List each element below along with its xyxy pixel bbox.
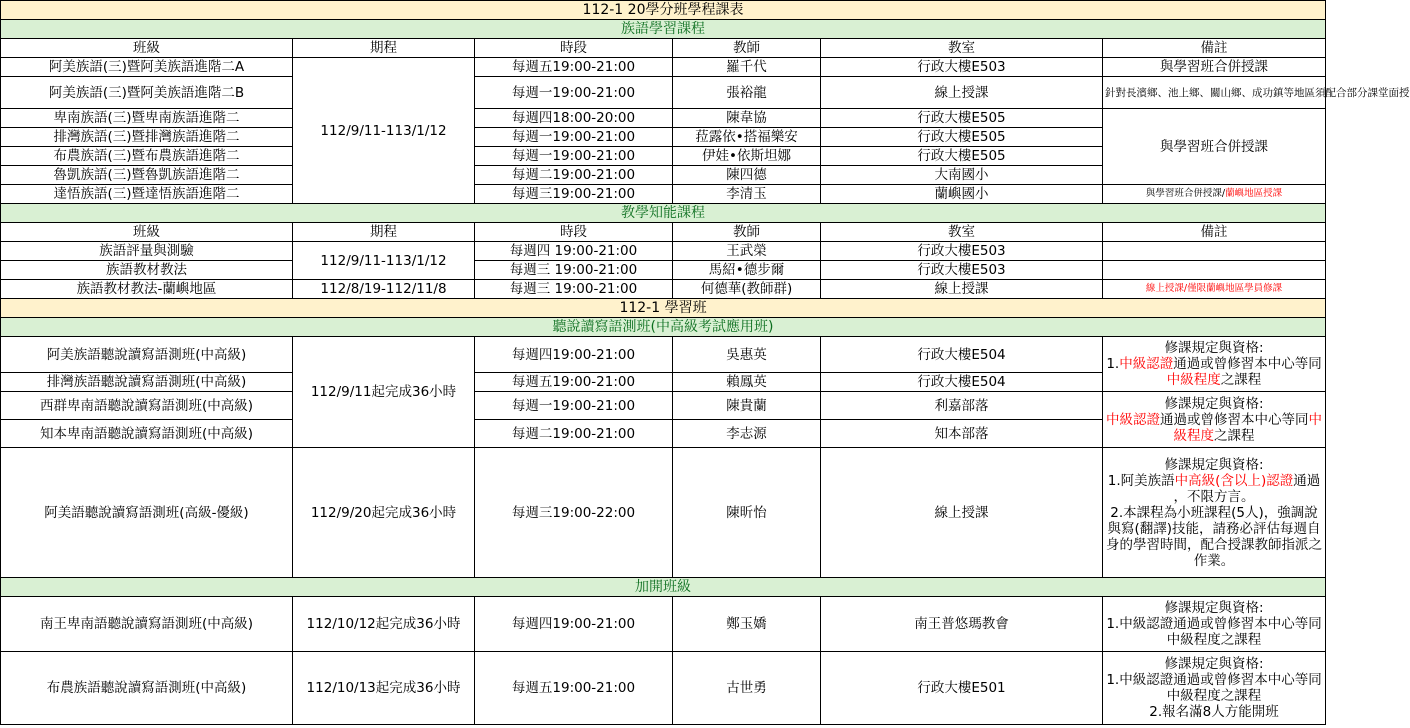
class-name: 魯凱族語(三)暨魯凱族語進階二 [1,166,293,185]
class-name: 南王卑南語聽說讀寫語測班(中高級) [1,597,293,652]
teacher-cell: 鄭玉嬌 [673,597,821,652]
note-cell [1103,261,1326,280]
section-title: 112-1 學習班 [1,299,1326,318]
room-cell: 行政大樓E504 [821,337,1103,373]
note-line: 修課規定與資格: [1164,456,1264,473]
class-name: 知本卑南語聽說讀寫語測班(中高級) [1,420,293,448]
class-name: 卑南族語(三)暨卑南族語進階二 [1,109,293,128]
time-cell: 每週四18:00-20:00 [475,109,673,128]
teacher-cell: 陳四德 [673,166,821,185]
note-cell [1103,392,1326,448]
header-time: 時段 [475,39,673,58]
table-row [1,652,1326,725]
note-line: 中級程度之課程 [1166,372,1262,388]
teacher-cell: 張裕龍 [673,77,821,109]
class-name: 阿美族語聽說讀寫語測班(中高級) [1,337,293,373]
note-line: 2.報名滿8人方能開班 [1149,704,1279,720]
header-teacher: 教師 [673,223,821,242]
time-cell: 每週五19:00-21:00 [475,373,673,392]
header-room: 教室 [821,223,1103,242]
time-cell: 每週一19:00-21:00 [475,77,673,109]
class-name: 布農族語聽說讀寫語測班(中高級) [1,652,293,725]
section-title: 族語學習課程 [1,20,1326,39]
section-title: 加開班級 [1,578,1326,597]
note-line: 中級程度之課程 [1166,632,1262,648]
section-subtitle: 聽說讀寫語測班(中高級考試應用班) [1,318,1326,337]
time-cell: 每週三19:00-21:00 [475,185,673,204]
room-cell: 行政大樓E503 [821,58,1103,77]
table-row [1,597,1326,652]
note-line: 修課規定與資格: [1164,395,1264,412]
time-cell: 每週五19:00-21:00 [475,58,673,77]
table-row [1,337,1326,373]
class-name: 阿美語聽說讀寫語測班(高級-優級) [1,448,293,578]
room-cell: 大南國小 [821,166,1103,185]
class-name: 西群卑南語聽說讀寫語測班(中高級) [1,392,293,420]
header-note: 備註 [1103,39,1326,58]
class-name: 族語評量與測驗 [1,242,293,261]
header-room: 教室 [821,39,1103,58]
time-cell: 每週一19:00-21:00 [475,128,673,147]
class-name: 族語教材教法 [1,261,293,280]
teacher-cell: 吳惠英 [673,337,821,373]
table-row [1,109,1326,128]
time-cell: 每週二19:00-21:00 [475,420,673,448]
note-line: 1.中級認證通過或曾修習本中心等同 [1106,672,1322,688]
room-cell: 線上授課 [821,280,1103,299]
class-name: 布農族語(三)暨布農族語進階二 [1,147,293,166]
period-cell: 112/10/12起完成36小時 [293,597,475,652]
teacher-cell: 陳貴蘭 [673,392,821,420]
teacher-cell: 羅千代 [673,58,821,77]
teacher-cell: 陳昕怡 [673,448,821,578]
teacher-cell: 伊娃•依斯坦娜 [673,147,821,166]
header-row [1,39,1326,58]
teacher-cell: 王武榮 [673,242,821,261]
period-cell: 112/8/19-112/11/8 [293,280,475,299]
teacher-cell: 何德華(教師群) [673,280,821,299]
note-line: 作業。 [1193,552,1235,569]
room-cell: 行政大樓E504 [821,373,1103,392]
note-line: 身的學習時間，配合授課教師指派之 [1106,536,1322,553]
room-cell: 線上授課 [821,77,1103,109]
table-row [1,392,1326,420]
time-cell: 每週二19:00-21:00 [475,166,673,185]
time-cell: 每週四19:00-21:00 [475,597,673,652]
note-line: 中級程度之課程 [1166,688,1262,704]
note-line: 2.本課程為小班課程(5人)，強調說 [1110,504,1318,521]
class-name: 阿美族語(三)暨阿美族語進階二B [1,77,293,109]
period-cell: 112/9/11-113/1/12 [293,242,475,280]
note-cell: 與學習班合併授課 [1103,58,1326,77]
room-cell: 利嘉部落 [821,392,1103,420]
table-row [1,261,1326,280]
table-row [1,242,1326,261]
room-cell: 行政大樓E503 [821,261,1103,280]
time-cell: 每週四19:00-21:00 [475,337,673,373]
header-class: 班級 [1,39,293,58]
header-class: 班級 [1,223,293,242]
teacher-cell: 李志源 [673,420,821,448]
room-cell: 蘭嶼國小 [821,185,1103,204]
teacher-cell: 賴鳳英 [673,373,821,392]
note-highlight: 蘭嶼地區授課 [1225,188,1283,199]
time-cell: 每週四 19:00-21:00 [475,242,673,261]
table-row [1,448,1326,578]
header-teacher: 教師 [673,39,821,58]
teacher-cell: 馬紹•德步爾 [673,261,821,280]
room-cell: 南王普悠瑪教會 [821,597,1103,652]
note-line: 1.中級認證通過或曾修習本中心等同 [1106,616,1322,632]
period-cell: 112/9/11起完成36小時 [293,337,475,448]
room-cell: 知本部落 [821,420,1103,448]
period-cell: 112/9/20起完成36小時 [293,448,475,578]
note-cell [1103,185,1326,204]
note-line: ，不限方言。 [1173,488,1255,505]
table-row [1,58,1326,77]
note-line: 修課規定與資格: [1164,656,1264,672]
header-time: 時段 [475,223,673,242]
time-cell: 每週三 19:00-21:00 [475,261,673,280]
table-row [1,280,1326,299]
teacher-cell: 菈露依•搭福樂安 [673,128,821,147]
period-cell: 112/9/11-113/1/12 [293,58,475,204]
time-cell: 每週三 19:00-21:00 [475,280,673,299]
note-line: 級程度之課程 [1173,427,1255,444]
class-name: 族語教材教法-蘭嶼地區 [1,280,293,299]
note-cell [1103,652,1326,725]
header-period: 期程 [293,223,475,242]
room-cell: 線上授課 [821,448,1103,578]
table-row [1,77,1326,109]
header-note: 備註 [1103,223,1326,242]
note-line: 中級認證通過或曾修習本中心等同中 [1106,411,1322,428]
class-name: 排灣族語聽說讀寫語測班(中高級) [1,373,293,392]
class-name: 排灣族語(三)暨排灣族語進階二 [1,128,293,147]
note-line: 修課規定與資格: [1164,600,1264,616]
time-cell: 每週三19:00-22:00 [475,448,673,578]
time-cell: 每週五19:00-21:00 [475,652,673,725]
class-name: 達悟族語(三)暨達悟族語進階二 [1,185,293,204]
room-cell: 行政大樓E505 [821,109,1103,128]
note-line: 1.阿美族語中高級(含以上)認證通過 [1107,472,1321,489]
note-cell [1103,242,1326,261]
note-cell [1103,448,1326,578]
header-row [1,223,1326,242]
note-line: 與寫(翻譯)技能，請務必評估每週自 [1107,520,1321,537]
room-cell: 行政大樓E505 [821,128,1103,147]
class-name: 阿美族語(三)暨阿美族語進階二A [1,58,293,77]
teacher-cell: 李清玉 [673,185,821,204]
teacher-cell: 古世勇 [673,652,821,725]
table-row [1,185,1326,204]
room-cell: 行政大樓E505 [821,147,1103,166]
note-cell [1103,337,1326,392]
table-title: 112-1 20學分班學程課表 [1,1,1326,20]
note-cell [1103,597,1326,652]
time-cell: 每週一19:00-21:00 [475,392,673,420]
time-cell: 每週一19:00-21:00 [475,147,673,166]
period-cell: 112/10/13起完成36小時 [293,652,475,725]
note-text: 與學習班合併授課/ [1145,188,1226,199]
note-cell: 線上授課/僅限蘭嶼地區學員修課 [1103,280,1326,299]
note-cell: 與學習班合併授課 [1103,109,1326,185]
note-cell: 針對長濱鄉、池上鄉、關山鄉、成功鎮等地區須配合部分課堂面授 [1103,77,1326,109]
note-line: 1.中級認證通過或曾修習本中心等同 [1106,356,1322,372]
room-cell: 行政大樓E501 [821,652,1103,725]
room-cell: 行政大樓E503 [821,242,1103,261]
note-line: 修課規定與資格: [1164,340,1264,356]
header-period: 期程 [293,39,475,58]
teacher-cell: 陳韋協 [673,109,821,128]
section-title: 教學知能課程 [1,204,1326,223]
